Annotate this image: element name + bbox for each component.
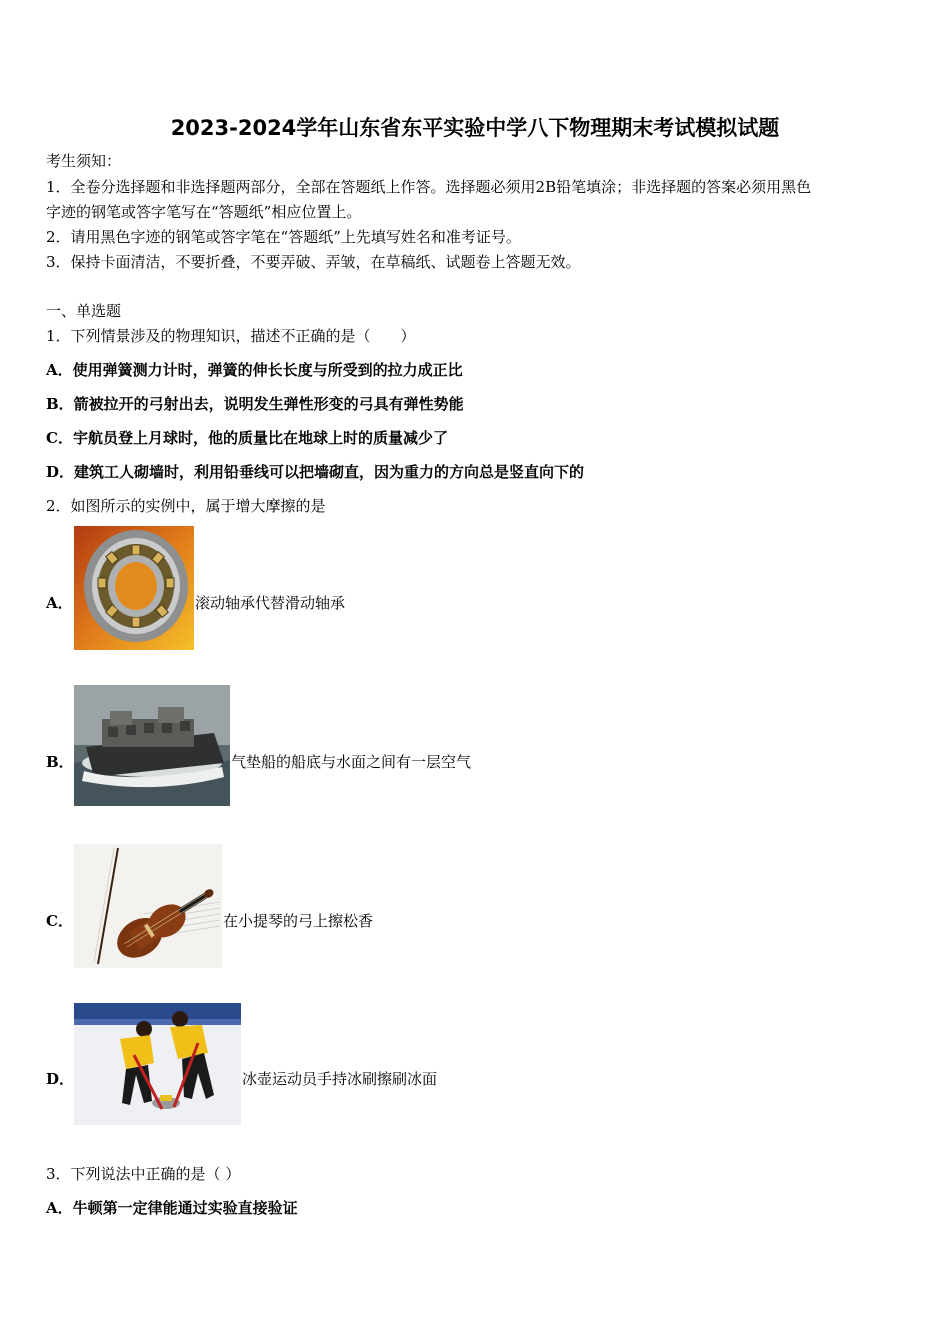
hovercraft-photo [74, 685, 230, 806]
q2-option-a-text: 滚动轴承代替滑动轴承 [195, 594, 346, 612]
q1-option-b: B．箭被拉开的弓射出去，说明发生弹性形变的弓具有弹性势能 [46, 395, 464, 413]
q2-option-b-text: 气垫船的船底与水面之间有一层空气 [231, 753, 472, 771]
q1-option-c: C．宇航员登上月球时，他的质量比在地球上时的质量减少了 [46, 429, 448, 447]
q2-option-b-label: B． [46, 753, 74, 771]
q2-stem: 2．如图所示的实例中，属于增大摩擦的是 [46, 497, 326, 515]
q3-option-a: A．牛顿第一定律能通过实验直接验证 [46, 1199, 298, 1217]
q1-option-a: A．使用弹簧测力计时，弹簧的伸长长度与所受到的拉力成正比 [46, 361, 463, 379]
notice-item-1: 1．全卷分选择题和非选择题两部分，全部在答题纸上作答。选择题必须用2B铅笔填涂；非选择题的答案必须用黑色 [46, 178, 812, 196]
q2-option-c-text: 在小提琴的弓上擦松香 [223, 912, 374, 930]
notice-item-1-cont: 字迹的钢笔或答字笔写在“答题纸”相应位置上。 [46, 203, 362, 221]
q2-option-d-text: 冰壶运动员手持冰刷擦刷冰面 [242, 1070, 438, 1088]
q2-option-a-label: A． [46, 594, 73, 612]
section-heading: 一、单选题 [46, 302, 122, 320]
q2-option-d-label: D． [46, 1070, 75, 1088]
curling-photo [74, 1003, 241, 1125]
notice-heading: 考生须知： [46, 152, 122, 170]
q1-option-d: D．建筑工人砌墙时，利用铅垂线可以把墙砌直，因为重力的方向总是竖直向下的 [46, 463, 585, 481]
q3-stem: 3．下列说法中正确的是（ ） [46, 1165, 241, 1183]
q2-option-c-label: C． [46, 912, 73, 930]
notice-item-3: 3．保持卡面清洁，不要折叠，不要弄破、弄皱，在草稿纸、试题卷上答题无效。 [46, 253, 581, 271]
notice-item-2: 2．请用黑色字迹的钢笔或答字笔在“答题纸”上先填写姓名和准考证号。 [46, 228, 521, 246]
bearing-photo [74, 526, 194, 650]
violin-photo [74, 844, 222, 968]
exam-title: 2023-2024学年山东省东平实验中学八下物理期末考试模拟试题 [170, 116, 780, 140]
q1-stem: 1．下列情景涉及的物理知识，描述不正确的是（ ） [46, 327, 416, 345]
